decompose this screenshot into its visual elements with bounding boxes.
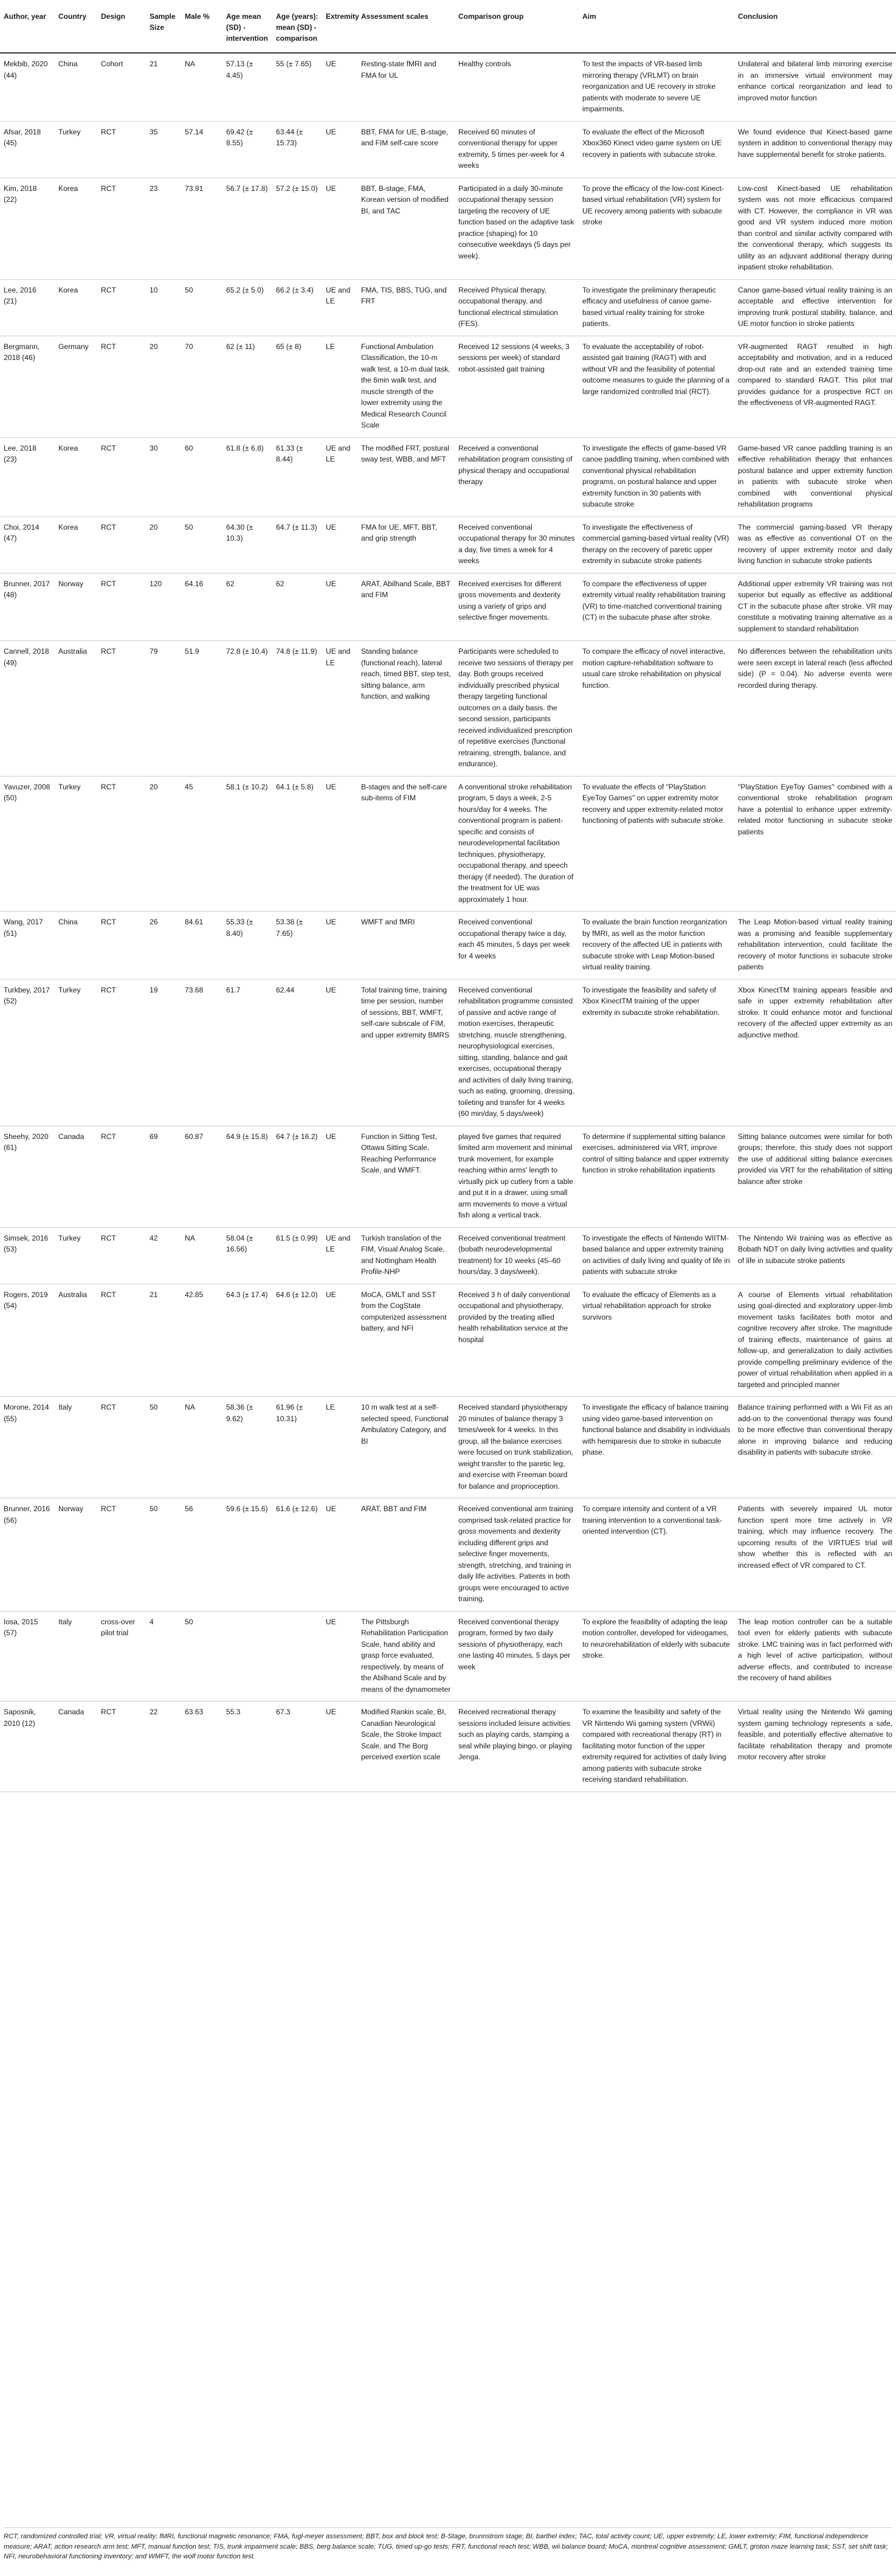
cell-country: Australia [55,641,97,777]
cell-country: Korea [55,516,97,573]
cell-design: RCT [97,516,146,573]
cell-age-intervention: 57.13 (± 4.45) [222,53,272,121]
cell-country: China [55,912,97,980]
table-row [0,516,896,573]
cell-age-intervention: 62 (± 11) [222,336,272,437]
cell-author: Sheehy, 2020 (61) [0,1126,55,1227]
cell-assessment: Total training time, training time per session, number of sessions, BBT, WMFT, self-care subscale of FIM, and upper extremity BMRS [357,979,455,1126]
cell-extremity: UE [322,573,357,641]
cell-age-comparison: 62 [272,573,322,641]
col-header-aim: Aim [579,0,734,53]
cell-author: Saposnik, 2010 (12) [0,1702,55,1792]
cell-assessment: WMFT and fMRI [357,912,455,980]
cell-age-intervention: 58.36 (± 9.62) [222,1397,272,1498]
cell-extremity: UE [322,1498,357,1612]
table-row [0,979,896,1126]
cell-extremity: LE [322,336,357,437]
cell-country: Turkey [55,776,97,912]
cell-age-intervention: 62 [222,573,272,641]
cell-age-comparison: 65 (± 8) [272,336,322,437]
cell-conclusion: "PlayStation EyeToy Games" combined with a conventional stroke rehabilitation program have a potential to enhance upper extremity-related motor functioning in subacute stroke patients [734,776,896,912]
cell-aim: To investigate the effects of Nintendo WIITM-based balance and upper extremity training on activities of daily living and quality of life in patients with subacute stroke [579,1227,734,1284]
cell-design: RCT [97,1227,146,1284]
cell-extremity: UE and LE [322,279,357,336]
cell-aim: To compare the efficacy of novel interactive, motion capture-rehabilitation software to usual care stroke rehabilitation on physical function. [579,641,734,777]
cell-age-intervention: 58.04 (± 16.56) [222,1227,272,1284]
cell-design: RCT [97,1284,146,1397]
cell-conclusion: A course of Elements virtual rehabilitation using goal-directed and exploratory upper-limb movement tasks facilitates both motor and cognitive recovery after stroke. The magnitude of training effects, maintenance of gains at follow-up, and generalization to daily activities provide compelling preliminary evidence of the power of virtual rehabilitation when applied in a targeted and principled manner [734,1284,896,1397]
cell-assessment: BBT, B-stage, FMA, Korean version of modified BI, and TAC [357,178,455,279]
cell-comparison-group: Received recreational therapy sessions included leisure activities such as playing cards, stamping a seal while playing bingo, or playing Jenga. [455,1702,579,1792]
cell-extremity: UE [322,776,357,912]
cell-sample-size: 21 [146,1284,181,1397]
cell-aim: To evaluate the efficacy of Elements as a virtual rehabilitation approach for stroke survivors [579,1284,734,1397]
cell-sample-size: 20 [146,776,181,912]
col-header-age-intervention: Age mean (SD) -intervention [222,0,272,53]
cell-author: Mekbib, 2020 (44) [0,53,55,121]
cell-design: RCT [97,573,146,641]
cell-age-intervention: 61.7 [222,979,272,1126]
table-row [0,1702,896,1792]
cell-comparison-group: A conventional stroke rehabilitation program, 5 days a week, 2-5 hours/day for 4 weeks. The conventional program is patient-specific and consists of neurodevelopmental facilitation techniques, physiotherapy, occupational therapy, and speech therapy (if needed). The duration of the treatment for UE was approximately 1 hour. [455,776,579,912]
cell-age-comparison: 74.8 (± 11.9) [272,641,322,777]
table-row [0,641,896,777]
cell-extremity: UE [322,121,357,178]
cell-male-pct: 45 [181,776,222,912]
cell-age-comparison: 62.44 [272,979,322,1126]
cell-age-comparison: 57.2 (± 15.0) [272,178,322,279]
col-header-design: Design [97,0,146,53]
cell-aim: To investigate the effects of game-based VR canoe paddling training, when combined with conventional physical rehabilitation programs, on postural balance and upper extremity function in 30 patients with subacute stroke [579,437,734,516]
cell-conclusion: VR-augmented RAGT resulted in high acceptability and motivation, and in a reduced drop-out rate and an extended training time compared to standard RAGT. This pilot trial provides guidance for a prospective RCT on the effectiveness of VR-augmented RAGT. [734,336,896,437]
cell-country: Canada [55,1702,97,1792]
cell-author: Kim, 2018 (22) [0,178,55,279]
cell-sample-size: 10 [146,279,181,336]
cell-country: Italy [55,1397,97,1498]
cell-conclusion: The leap motion controller can be a suitable tool even for elderly patients with subacute stroke. LMC training was in fact performed with a high level of active participation, without adverse effects, and contributed to increase the recovery of hand abilities [734,1611,896,1702]
cell-sample-size: 21 [146,53,181,121]
cell-age-comparison: 63.44 (± 15.73) [272,121,322,178]
cell-assessment: Standing balance (functional reach), lateral reach, timed BBT, step test, sitting balance, arm function, and walking [357,641,455,777]
cell-conclusion: The Leap Motion-based virtual reality training was a promising and feasible supplementary rehabilitation intervention, could facilitate the recovery of motor functions in subacute stroke patients [734,912,896,980]
cell-author: Brunner, 2016 (56) [0,1498,55,1612]
col-header-conclusion: Conclusion [734,0,896,53]
cell-comparison-group: Healthy controls [455,53,579,121]
cell-comparison-group: Received conventional therapy program, formed by two daily sessions of physiotherapy, each one lasting 40 minutes, 5 days per week [455,1611,579,1702]
cell-age-intervention: 72.8 (± 10.4) [222,641,272,777]
cell-aim: To investigate the preliminary therapeutic efficacy and usefulness of canoe game-based virtual reality training for stroke patients. [579,279,734,336]
cell-country: Turkey [55,979,97,1126]
cell-age-comparison: 64.7 (± 11.3) [272,516,322,573]
cell-aim: To investigate the efficacy of balance training using video game-based intervention on functional balance and disability in individuals with hemiparesis due to stroke in subacute phase. [579,1397,734,1498]
cell-extremity: UE [322,178,357,279]
cell-extremity: UE [322,1284,357,1397]
cell-country: Turkey [55,121,97,178]
cell-author: Yavuzer, 2008 (50) [0,776,55,912]
cell-male-pct: 50 [181,516,222,573]
cell-conclusion: Additional upper extremity VR training was not superior but equally as effective as additional CT in the subacute phase after stroke. VR may constitute a motivating training alternative as a supplement to standard rehabilitation [734,573,896,641]
cell-male-pct: 63.63 [181,1702,222,1792]
cell-author: Lee, 2016 (21) [0,279,55,336]
cell-comparison-group: Received a conventional rehabilitation program consisting of physical therapy and occupational therapy [455,437,579,516]
cell-aim: To prove the efficacy of the low-cost Kinect-based virtual rehabilitation (VR) system for UE recovery among patients with subacute stroke [579,178,734,279]
cell-comparison-group: Received conventional treatment (bobath neurodevelopmental treatment) for 10 weeks (45–60 hours/day, 3 days/week). [455,1227,579,1284]
cell-age-intervention: 55.33 (± 8.40) [222,912,272,980]
cell-assessment: Resting-state fMRI and FMA for UL [357,53,455,121]
table-row [0,121,896,178]
cell-conclusion: The commercial gaming-based VR therapy was as effective as conventional OT on the recovery of upper extremity motor and daily living function in subacute stroke patients [734,516,896,573]
cell-age-intervention: 64.3 (± 17.4) [222,1284,272,1397]
cell-comparison-group: Received conventional rehabilitation programme consisted of passive and active range of motion exercises, therapeutic stretching, muscle strengthening, neurophysiological exercises, sitting, standing, balance and gait exercises, occupational therapy and activities of daily living training, such as eating, grooming, dressing, toileting and transfer for 4 weeks (60 min/day, 5 days/week) [455,979,579,1126]
table-row [0,573,896,641]
cell-aim: To evaluate the effects of "PlayStation EyeToy Games" on upper extremity motor recovery and upper extremity-related motor functioning of patients with subacute stroke. [579,776,734,912]
cell-comparison-group: Participated in a daily 30-minute occupational therapy session targeting the recovery of UE function based on the adaptive task practice (shaping) for 10 consecutive weekdays (5 days per week). [455,178,579,279]
cell-assessment: FMA for UE, MFT, BBT, and grip strength [357,516,455,573]
col-header-sample-size: Sample Size [146,0,181,53]
cell-age-comparison: 64.6 (± 12.0) [272,1284,322,1397]
cell-conclusion: Sitting balance outcomes were similar for both groups; therefore, this study does not support the use of additional sitting balance exercises provided via VRT for the rehabilitation of sitting balance after stroke [734,1126,896,1227]
cell-design: RCT [97,641,146,777]
cell-extremity: UE and LE [322,437,357,516]
cell-assessment: Modified Rankin scale, BI, Canadian Neurological Scale, the Stroke Impact Scale, and The Borg perceived exertion scale [357,1702,455,1792]
cell-age-comparison: 64.7 (± 16.2) [272,1126,322,1227]
cell-age-intervention: 55.3 [222,1702,272,1792]
cell-country: Korea [55,437,97,516]
cell-assessment: BBT, FMA for UE, B-stage, and FIM self-care score [357,121,455,178]
table-row [0,1397,896,1498]
cell-aim: To evaluate the effect of the Microsoft Xbox360 Kinect video game system on UE recovery in patients with subacute stroke. [579,121,734,178]
cell-male-pct: 60 [181,437,222,516]
cell-male-pct: 57.14 [181,121,222,178]
cell-sample-size: 20 [146,336,181,437]
table-row [0,1498,896,1612]
cell-extremity: UE and LE [322,641,357,777]
cell-conclusion: We found evidence that Kinect-based game system in addition to conventional therapy may have supplemental benefit for stroke patients. [734,121,896,178]
cell-assessment: The modified FRT, postural sway test, WBB, and MFT [357,437,455,516]
cell-aim: To examine the feasibility and safety of the VR Nintendo Wii gaming system (VRWii) compared with recreational therapy (RT) in facilitating motor function of the upper extremity required for activities of daily living among patients with subacute stroke receiving standard rehabilitation. [579,1702,734,1792]
cell-country: Canada [55,1126,97,1227]
cell-sample-size: 19 [146,979,181,1126]
cell-age-intervention: 64.30 (± 10.3) [222,516,272,573]
cell-age-intervention: 56.7 (± 17.8) [222,178,272,279]
table-row [0,178,896,279]
cell-male-pct: 64.16 [181,573,222,641]
cell-country: China [55,53,97,121]
table-footnote: RCT, randomized controlled trial; VR, virtual reality; fMRI, functional magnetic resonance; FMA, fugl-meyer assessment; BBT, box and block test; B-Stage, brunnstrom stage; BI, barthel index; TAC, total activity count; UE, upper extremity; LE, lower extremity; FIM, functional independence measure; ARAT, action research arm test; MFT, manual function test; TIS, trunk impairment scale; BBS, berg balance scale; TUG, timed up-go tests; FRT, functional reach test; WBB, wii balance board; MoCA, montreal cognitive assessment; GMLT, groton maze learning task; SST, set shift task; NFI, neurobehavioral functioning inventory; and WMFT, the wolf motor function test. [4,2527,892,2562]
cell-age-comparison: 61.6 (± 12.6) [272,1498,322,1612]
cell-comparison-group: Received exercises for different gross movements and dexterity using a variety of grips and selective finger movements. [455,573,579,641]
cell-author: Rogers, 2019 (54) [0,1284,55,1397]
cell-comparison-group: Received standard physiotherapy 20 minutes of balance therapy 3 times/week for 4 weeks. In this group, all the balance exercises were focused on trunk stabilization, weight transfer to the paretic leg, and exercise with Freeman board for balance and proprioception. [455,1397,579,1498]
cell-design: RCT [97,279,146,336]
cell-age-comparison: 64.1 (± 5.8) [272,776,322,912]
table-row [0,1126,896,1227]
cell-sample-size: 23 [146,178,181,279]
cell-comparison-group: Received conventional arm training comprised task-related practice for gross movements and dexterity including different grips and selective finger movements, strength, stretching, and training in daily life activities. Patients in both groups were encouraged to active training. [455,1498,579,1612]
cell-sample-size: 4 [146,1611,181,1702]
cell-extremity: UE [322,516,357,573]
cell-assessment: ARAT, Abilhand Scale, BBT and FIM [357,573,455,641]
cell-assessment: Turkish translation of the FIM, Visual Analog Scale, and Nottingham Health Profile-NHP [357,1227,455,1284]
cell-author: Turkbey, 2017 (52) [0,979,55,1126]
cell-assessment: Function in Sitting Test, Ottawa Sitting Scale, Reaching Performance Scale, and WMFT. [357,1126,455,1227]
cell-assessment: Functional Ambulation Classification, the 10-m walk test, a 10-m dual task, the 6min walk test, and muscle strength of the lower extremity using the Medical Research Council Scale [357,336,455,437]
cell-conclusion: Virtual reality using the Nintendo Wii gaming system gaming technology represents a safe, feasible, and potentially effective alternative to facilitate rehabilitation therapy and promote motor recovery after stroke [734,1702,896,1792]
cell-extremity: UE [322,1702,357,1792]
col-header-author: Author, year [0,0,55,53]
cell-male-pct: 70 [181,336,222,437]
cell-sample-size: 22 [146,1702,181,1792]
cell-extremity: UE [322,979,357,1126]
cell-conclusion: Game-based VR canoe paddling training is an effective rehabilitation therapy that enhances postural balance and upper extremity function in patients with subacute stroke when combined with conventional physical rehabilitation programs [734,437,896,516]
cell-aim: To determine if supplemental sitting balance exercises, administered via VRT, improve control of sitting balance and upper extremity function in stroke rehabilitation inpatients [579,1126,734,1227]
cell-author: Iosa, 2015 (57) [0,1611,55,1702]
cell-country: Korea [55,279,97,336]
cell-author: Simsek, 2016 (53) [0,1227,55,1284]
col-header-comparison-group: Comparison group [455,0,579,53]
cell-comparison-group: Participants were scheduled to receive two sessions of therapy per day. Both groups received individually prescribed physical therapy targeting functional outcomes on a daily basis. the second session, participants received individualized prescription of repetitive exercises (functional retraining, strength, balance, and endurance). [455,641,579,777]
cell-country: Australia [55,1284,97,1397]
cell-author: Choi, 2014 (47) [0,516,55,573]
cell-assessment: 10 m walk test at a self-selected speed, Functional Ambulatory Category, and BI [357,1397,455,1498]
cell-comparison-group: Received 12 sessions (4 weeks, 3 sessions per week) of standard robot-assisted gait training [455,336,579,437]
cell-design: RCT [97,979,146,1126]
cell-conclusion: Xbox KinectTM training appears feasible and safe in upper extremity rehabilitation after stroke. It could enhance motor and functional recovery of the affected upper extremity as an adjunctive method. [734,979,896,1126]
cell-comparison-group: Received conventional occupational therapy for 30 minutes a day, five times a week for 4 weeks [455,516,579,573]
cell-sample-size: 35 [146,121,181,178]
cell-author: Morone, 2014 (55) [0,1397,55,1498]
cell-age-comparison: 61.5 (± 0.99) [272,1227,322,1284]
cell-extremity: UE [322,1611,357,1702]
cell-sample-size: 26 [146,912,181,980]
cell-aim: To investigate the effectiveness of commercial gaming-based virtual reality (VR) therapy on the recovery of paretic upper extremity in subacute stroke patients [579,516,734,573]
cell-male-pct: 50 [181,279,222,336]
cell-sample-size: 79 [146,641,181,777]
cell-male-pct: 50 [181,1611,222,1702]
cell-design: RCT [97,1498,146,1612]
cell-sample-size: 20 [146,516,181,573]
cell-comparison-group: played five games that required limited arm movement and minimal trunk movement, for example reaching within arms' length to virtually pick up cutlery from a table and put it in a drawer, using small arm movements to move a virtual fish along a vertical track. [455,1126,579,1227]
cell-age-comparison: 66.2 (± 3.4) [272,279,322,336]
cell-comparison-group: Received 3 h of daily conventional occupational and physiotherapy, provided by the treating allied health rehabilitation service at the hospital [455,1284,579,1397]
col-header-extremity: Extremity [322,0,357,53]
col-header-assessment: Assessment scales [357,0,455,53]
cell-aim: To explore the feasibility of adapting the leap motion controller, developed for videogames, to neurorehabilitation of elderly with subacute stroke. [579,1611,734,1702]
cell-author: Cannell, 2018 (49) [0,641,55,777]
cell-author: Wang, 2017 (51) [0,912,55,980]
cell-sample-size: 42 [146,1227,181,1284]
cell-age-intervention: 58.1 (± 10.2) [222,776,272,912]
cell-design: RCT [97,1397,146,1498]
cell-country: Norway [55,1498,97,1612]
cell-conclusion: The Nintendo Wii training was as effective as Bobath NDT on daily living activities and quality of life in subacute stroke patients [734,1227,896,1284]
cell-country: Italy [55,1611,97,1702]
cell-comparison-group: Received Physical therapy, occupational therapy, and functional electrical stimulation (FES). [455,279,579,336]
cell-age-intervention: 65.2 (± 5.0) [222,279,272,336]
cell-age-comparison: 61.96 (± 10.31) [272,1397,322,1498]
cell-conclusion: Canoe game-based virtual reality training is an acceptable and effective intervention for improving trunk postural stability, balance, and UE motor function in stroke patients [734,279,896,336]
cell-sample-size: 69 [146,1126,181,1227]
cell-sample-size: 50 [146,1498,181,1612]
cell-aim: To test the impacts of VR-based limb mirroring therapy (VRLMT) on brain reorganization and UE recovery in stroke patients with moderate to severe UE impairments. [579,53,734,121]
cell-male-pct: 51.9 [181,641,222,777]
cell-aim: To evaluate the acceptability of robot-assisted gait training (RAGT) with and without VR and the feasibility of potential outcome measures to guide the planning of a large randomized controlled trial (RCT). [579,336,734,437]
cell-age-intervention [222,1611,272,1702]
cell-male-pct: 56 [181,1498,222,1612]
cell-male-pct: NA [181,1227,222,1284]
cell-conclusion: No differences between the rehabilitation units were seen except in lateral reach (less affected side) (P = 0.04). No adverse events were recorded during therapy. [734,641,896,777]
cell-male-pct: 42.85 [181,1284,222,1397]
cell-design: Cohort [97,53,146,121]
cell-author: Brunner, 2017 (48) [0,573,55,641]
cell-design: RCT [97,1126,146,1227]
cell-male-pct: 84.61 [181,912,222,980]
table-row [0,437,896,516]
cell-design: RCT [97,776,146,912]
cell-age-comparison [272,1611,322,1702]
table-row [0,279,896,336]
table-row [0,53,896,121]
cell-country: Turkey [55,1227,97,1284]
cell-author: Lee, 2018 (23) [0,437,55,516]
cell-design: RCT [97,178,146,279]
table-header-row [0,0,896,53]
table-row [0,912,896,980]
cell-sample-size: 50 [146,1397,181,1498]
cell-extremity: UE [322,912,357,980]
cell-male-pct: 73.91 [181,178,222,279]
cell-country: Korea [55,178,97,279]
table-row [0,1227,896,1284]
cell-design: RCT [97,1702,146,1792]
col-header-country: Country [55,0,97,53]
cell-extremity: LE [322,1397,357,1498]
cell-male-pct: NA [181,53,222,121]
cell-sample-size: 120 [146,573,181,641]
cell-assessment: MoCA, GMLT and SST from the CogState computerized assessment battery, and NFI [357,1284,455,1397]
cell-design: RCT [97,437,146,516]
cell-extremity: UE and LE [322,1227,357,1284]
cell-assessment: ARAT, BBT and FIM [357,1498,455,1612]
cell-aim: To compare intensity and content of a VR training intervention to a conventional task-oriented intervention (CT). [579,1498,734,1612]
cell-male-pct: 73.68 [181,979,222,1126]
cell-assessment: The Pittsburgh Rehabilitation Participation Scale, hand ability and grasp force evaluated, respectively, by means of the Abilhand Scale and by means of the dynamometer [357,1611,455,1702]
table-row [0,1611,896,1702]
cell-age-comparison: 53.38 (± 7.65) [272,912,322,980]
cell-age-intervention: 69.42 (± 8.55) [222,121,272,178]
col-header-age-comparison: Age (years): mean (SD) - comparison [272,0,322,53]
cell-design: cross-over pilot trial [97,1611,146,1702]
cell-aim: To compare the effectiveness of upper extremity virtual reality rehabilitation training (VR) to time-matched conventional training (CT) in the subacute phase after stroke. [579,573,734,641]
cell-author: Afsar, 2018 (45) [0,121,55,178]
cell-extremity: UE [322,53,357,121]
table-body [0,53,896,1792]
cell-design: RCT [97,121,146,178]
cell-male-pct: 60.87 [181,1126,222,1227]
cell-author: Bergmann, 2018 (46) [0,336,55,437]
table-row [0,1284,896,1397]
table-row [0,776,896,912]
cell-age-intervention: 59.6 (± 15.6) [222,1498,272,1612]
cell-aim: To investigate the feasibility and safety of Xbox KinectTM training of the upper extremity in subacute stroke rehabilitation. [579,979,734,1126]
cell-male-pct: NA [181,1397,222,1498]
cell-age-intervention: 64.9 (± 15.8) [222,1126,272,1227]
cell-conclusion: Unilateral and bilateral limb mirroring exercise in an immersive virtual environment may enhance cortical reorganization and lead to improved motor function [734,53,896,121]
table-row [0,336,896,437]
cell-comparison-group: Received 60 minutes of conventional therapy for upper extremity, 5 times per-week for 4 weeks [455,121,579,178]
cell-country: Germany [55,336,97,437]
cell-extremity: UE [322,1126,357,1227]
cell-age-comparison: 61.33 (± 8.44) [272,437,322,516]
cell-assessment: B-stages and the self-care sub-items of FIM [357,776,455,912]
cell-age-comparison: 55 (± 7.65) [272,53,322,121]
cell-sample-size: 30 [146,437,181,516]
cell-assessment: FMA, TIS, BBS, TUG, and FRT [357,279,455,336]
cell-design: RCT [97,912,146,980]
cell-comparison-group: Received conventional occupational therapy twice a day, each 45 minutes, 5 days per week for 4 weeks [455,912,579,980]
cell-age-comparison: 67.3 [272,1702,322,1792]
cell-country: Norway [55,573,97,641]
cell-conclusion: Low-cost Kinect-based UE rehabilitation system was not more efficacious compared with CT. However, the compliance in VR was good and VR system induced more motion than control and similar activity compared with the conventional therapy, which suggests its utility as an adjuvant additional therapy during inpatient stroke rehabilitation. [734,178,896,279]
col-header-male: Male % [181,0,222,53]
cell-age-intervention: 61.8 (± 6.8) [222,437,272,516]
cell-design: RCT [97,336,146,437]
cell-conclusion: Balance training performed with a Wii Fit as an add-on to the conventional therapy was found to be more effective than conventional therapy alone in improving balance and reducing disability in patients with subacute stroke. [734,1397,896,1498]
cell-aim: To evaluate the brain function reorganization by fMRI, as well as the motor function recovery of the affected UE in patients with subacute stroke with Leap Motion-based virtual reality training. [579,912,734,980]
cell-conclusion: Patients with severely impaired UL motor function spent more time actively in VR training, which may influence recovery. The upcoming results of the VIRTUES trial will show whether this is reflected with an increased effect of VR compared to CT. [734,1498,896,1612]
